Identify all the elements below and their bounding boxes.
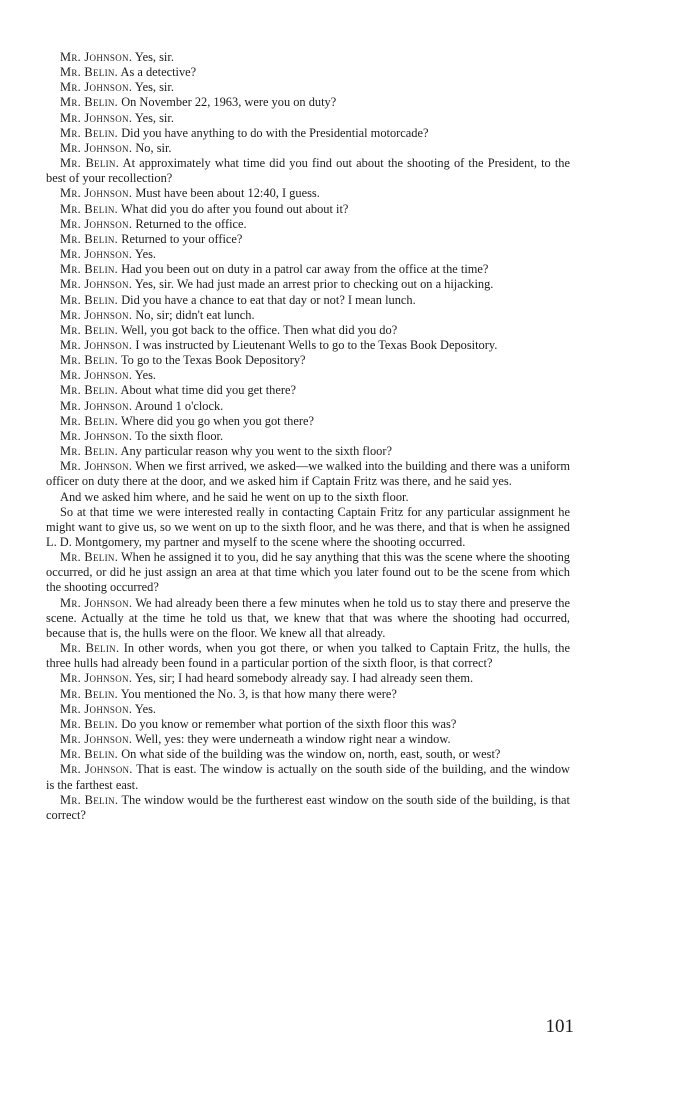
speaker: Mr. Johnson.	[60, 368, 133, 383]
paragraph	[46, 368, 570, 383]
speaker: Mr. Johnson.	[60, 216, 133, 231]
paragraph	[46, 308, 570, 323]
paragraph	[46, 247, 570, 262]
paragraph	[46, 186, 570, 201]
statement: I was instructed by Lieutenant Wells to go to the Texas Book Depository.	[135, 337, 498, 352]
speaker: Mr. Johnson.	[60, 398, 133, 413]
paragraph	[46, 156, 570, 186]
speaker: Mr. Belin.	[60, 686, 119, 701]
speaker: Mr. Johnson.	[60, 80, 133, 95]
paragraph	[46, 641, 570, 671]
statement: Did you have anything to do with the Presidential motorcade?	[121, 125, 429, 140]
speaker: Mr. Belin.	[60, 322, 119, 337]
statement: In other words, when you got there, or when you talked to Captain Fritz, the hulls, the three hulls had already been found in a particular portion of the sixth floor, is that correct?	[46, 641, 570, 671]
paragraph	[46, 505, 570, 550]
paragraph	[46, 459, 570, 489]
statement: Did you have a chance to eat that day or not? I mean lunch.	[121, 292, 416, 307]
speaker: Mr. Johnson.	[60, 277, 133, 292]
speaker: Mr. Belin.	[60, 383, 119, 398]
paragraph	[46, 747, 570, 762]
statement: And we asked him where, and he said he went on up to the sixth floor.	[60, 489, 409, 504]
paragraph	[46, 550, 570, 595]
statement: No, sir.	[135, 140, 172, 155]
speaker: Mr. Belin.	[60, 156, 120, 171]
speaker: Mr. Johnson.	[60, 459, 133, 474]
statement: Returned to the office.	[135, 216, 247, 231]
paragraph	[46, 399, 570, 414]
statement: On what side of the building was the window on, north, east, south, or west?	[121, 747, 501, 762]
statement: That is east. The window is actually on the south side of the building, and the window is the farthest east.	[46, 762, 570, 792]
speaker: Mr. Belin.	[60, 641, 120, 656]
statement: Must have been about 12:40, I guess.	[135, 186, 320, 201]
statement: Yes.	[134, 247, 157, 262]
paragraph	[46, 232, 570, 247]
speaker: Mr. Belin.	[60, 231, 119, 246]
paragraph	[46, 80, 570, 95]
paragraph	[46, 444, 570, 459]
statement: Yes, sir.	[134, 50, 174, 64]
statement: Yes, sir.	[134, 110, 174, 125]
paragraph	[46, 762, 570, 792]
speaker: Mr. Johnson.	[60, 732, 133, 747]
speaker: Mr. Belin.	[60, 262, 119, 277]
speaker: Mr. Johnson.	[60, 671, 133, 686]
statement: We had already been there a few minutes when he told us to stay there and preserve the scene. Actually at the time he told us that, we knew that that was where the shooting had occurred, because that is, the hulls were on the floor. We knew all that already.	[46, 595, 570, 640]
statement: No, sir; didn't eat lunch.	[135, 307, 255, 322]
statement: Well, you got back to the office. Then what did you do?	[120, 322, 398, 337]
speaker: Mr. Belin.	[60, 792, 119, 807]
statement: About what time did you get there?	[120, 383, 296, 398]
speaker: Mr. Johnson.	[60, 701, 133, 716]
statement: Where did you go when you got there?	[120, 413, 314, 428]
statement: At approximately what time did you find out about the shooting of the President, to the best of your recollection?	[46, 156, 571, 186]
speaker: Mr. Johnson.	[60, 762, 133, 777]
paragraph	[46, 323, 570, 338]
statement: Yes, sir; I had heard somebody already say. I had already seen them.	[134, 671, 474, 686]
speaker: Mr. Belin.	[60, 125, 119, 140]
statement: Do you know or remember what portion of the sixth floor this was?	[121, 716, 457, 731]
paragraph	[46, 95, 570, 110]
paragraph	[46, 687, 570, 702]
paragraph	[46, 702, 570, 717]
paragraph	[46, 717, 570, 732]
speaker: Mr. Johnson.	[60, 110, 133, 125]
paragraph	[46, 429, 570, 444]
speaker: Mr. Johnson.	[60, 140, 133, 155]
paragraph	[46, 217, 570, 232]
statement: Well, yes: they were underneath a window right near a window.	[135, 732, 451, 747]
paragraph	[46, 65, 570, 80]
speaker: Mr. Belin.	[60, 201, 119, 216]
paragraph	[46, 50, 570, 65]
paragraph	[46, 111, 570, 126]
speaker: Mr. Johnson.	[60, 428, 133, 443]
statement: The window would be the furtherest east window on the south side of the building, is that correct?	[46, 792, 570, 822]
paragraph	[46, 793, 570, 823]
statement: You mentioned the No. 3, is that how many there were?	[120, 686, 397, 701]
statement: So at that time we were interested really in contacting Captain Fritz for any particular assignment he might want to give us, so we went on up to the sixth floor, and he was there, and that is when he assigned L. D. Montgomery, my partner and myself to the scene where the shooting occurred.	[46, 504, 570, 549]
statement: Around 1 o'clock.	[134, 398, 224, 413]
paragraph	[46, 732, 570, 747]
speaker: Mr. Johnson.	[60, 307, 133, 322]
speaker: Mr. Johnson.	[60, 595, 133, 610]
paragraph	[46, 262, 570, 277]
statement: To the sixth floor.	[135, 428, 224, 443]
speaker: Mr. Belin.	[60, 413, 119, 428]
speaker: Mr. Belin.	[60, 747, 119, 762]
statement: Returned to your office?	[121, 231, 243, 246]
paragraph	[46, 293, 570, 308]
paragraph	[46, 277, 570, 292]
paragraph	[46, 596, 570, 641]
speaker: Mr. Belin.	[60, 292, 119, 307]
statement: Yes, sir.	[134, 80, 174, 95]
speaker: Mr. Johnson.	[60, 186, 133, 201]
testimony-page	[46, 50, 570, 823]
speaker: Mr. Belin.	[60, 444, 119, 459]
speaker: Mr. Belin.	[60, 550, 119, 565]
paragraph	[46, 141, 570, 156]
statement: What did you do after you found out about it?	[120, 201, 349, 216]
paragraph	[46, 414, 570, 429]
paragraph	[46, 671, 570, 686]
statement: As a detective?	[120, 65, 197, 80]
speaker: Mr. Johnson.	[60, 337, 133, 352]
statement: To go to the Texas Book Depository?	[120, 353, 306, 368]
paragraph	[46, 126, 570, 141]
speaker: Mr. Johnson.	[60, 50, 133, 64]
speaker: Mr. Belin.	[60, 65, 119, 80]
paragraph	[46, 353, 570, 368]
statement: When we first arrived, we asked—we walked into the building and there was a uniform officer on duty there at the door, and we asked him if Captain Fritz was there, and he said yes.	[46, 459, 570, 489]
speaker: Mr. Johnson.	[60, 247, 133, 262]
statement: Had you been out on duty in a patrol car away from the office at the time?	[121, 262, 489, 277]
statement: Any particular reason why you went to the sixth floor?	[120, 444, 392, 459]
paragraph	[46, 202, 570, 217]
statement: When he assigned it to you, did he say anything that this was the scene where the shooting occurred, or did he just assign an area at that time which you later found out to be the scene from which the shooting occurred?	[46, 550, 570, 595]
paragraph	[46, 383, 570, 398]
speaker: Mr. Belin.	[60, 716, 119, 731]
statement: On November 22, 1963, were you on duty?	[121, 95, 337, 110]
speaker: Mr. Belin.	[60, 353, 119, 368]
paragraph	[46, 490, 570, 505]
statement: Yes, sir. We had just made an arrest prior to checking out on a hijacking.	[134, 277, 494, 292]
statement: Yes.	[134, 701, 157, 716]
speaker: Mr. Belin.	[60, 95, 119, 110]
statement: Yes.	[134, 368, 157, 383]
page-number: 101	[545, 1016, 574, 1037]
paragraph	[46, 338, 570, 353]
